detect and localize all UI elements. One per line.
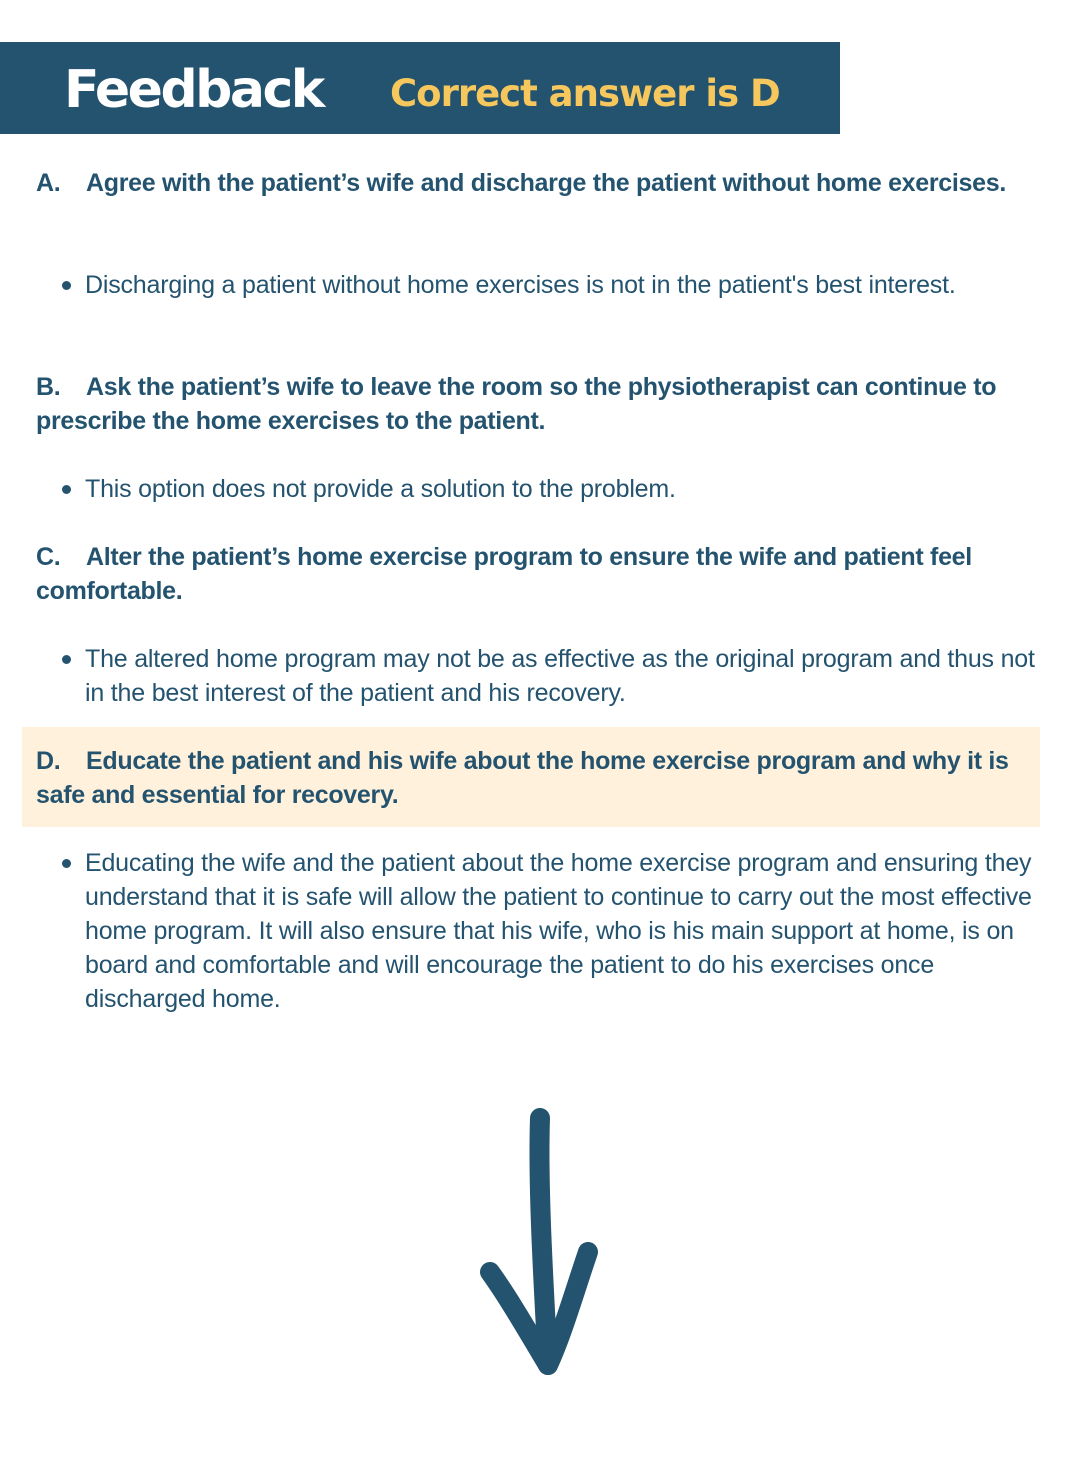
bullet-icon bbox=[62, 281, 71, 290]
option-text: Agree with the patient’s wife and discharge the patient without home exercises. bbox=[86, 169, 1007, 197]
option-letter: D. bbox=[36, 747, 61, 775]
option-d bbox=[36, 744, 1046, 812]
bullet-icon bbox=[62, 655, 71, 664]
option-b bbox=[36, 370, 1046, 438]
option-letter: C. bbox=[36, 543, 61, 571]
option-a bbox=[36, 166, 1046, 200]
explanation-d bbox=[62, 846, 1042, 1016]
bullet-icon bbox=[62, 859, 71, 868]
option-text: Ask the patient’s wife to leave the room so the physiotherapist can continue to prescribe the home exercises to the patient. bbox=[36, 373, 997, 435]
option-c bbox=[36, 540, 1046, 608]
correct-answer-label: Correct answer is D bbox=[390, 72, 780, 115]
option-text: Alter the patient’s home exercise program to ensure the wife and patient feel comfortable. bbox=[36, 543, 972, 605]
explanation-text: Educating the wife and the patient about the home exercise program and ensuring they understand that it is safe will allow the patient to continue to carry out the most effective home program. It will also ensure that his wife, who is his main support at home, is on board and comfortable and will encourage the patient to do his exercises once discharged home. bbox=[85, 849, 1032, 1013]
option-text: Educate the patient and his wife about the home exercise program and why it is safe and essential for recovery. bbox=[36, 747, 1009, 809]
arrow-down-icon[interactable] bbox=[470, 1100, 620, 1390]
explanation-c bbox=[62, 642, 1042, 710]
option-letter: A. bbox=[36, 169, 61, 197]
option-letter: B. bbox=[36, 373, 61, 401]
explanation-text: The altered home program may not be as effective as the original program and thus not in the best interest of the patient and his recovery. bbox=[85, 645, 1035, 707]
explanation-text: Discharging a patient without home exercises is not in the patient's best interest. bbox=[85, 271, 956, 299]
bullet-icon bbox=[62, 485, 71, 494]
explanation-text: This option does not provide a solution to the problem. bbox=[85, 475, 676, 503]
explanation-b bbox=[62, 472, 1042, 506]
explanation-a bbox=[62, 268, 1042, 302]
page-title: Feedback bbox=[64, 60, 323, 120]
